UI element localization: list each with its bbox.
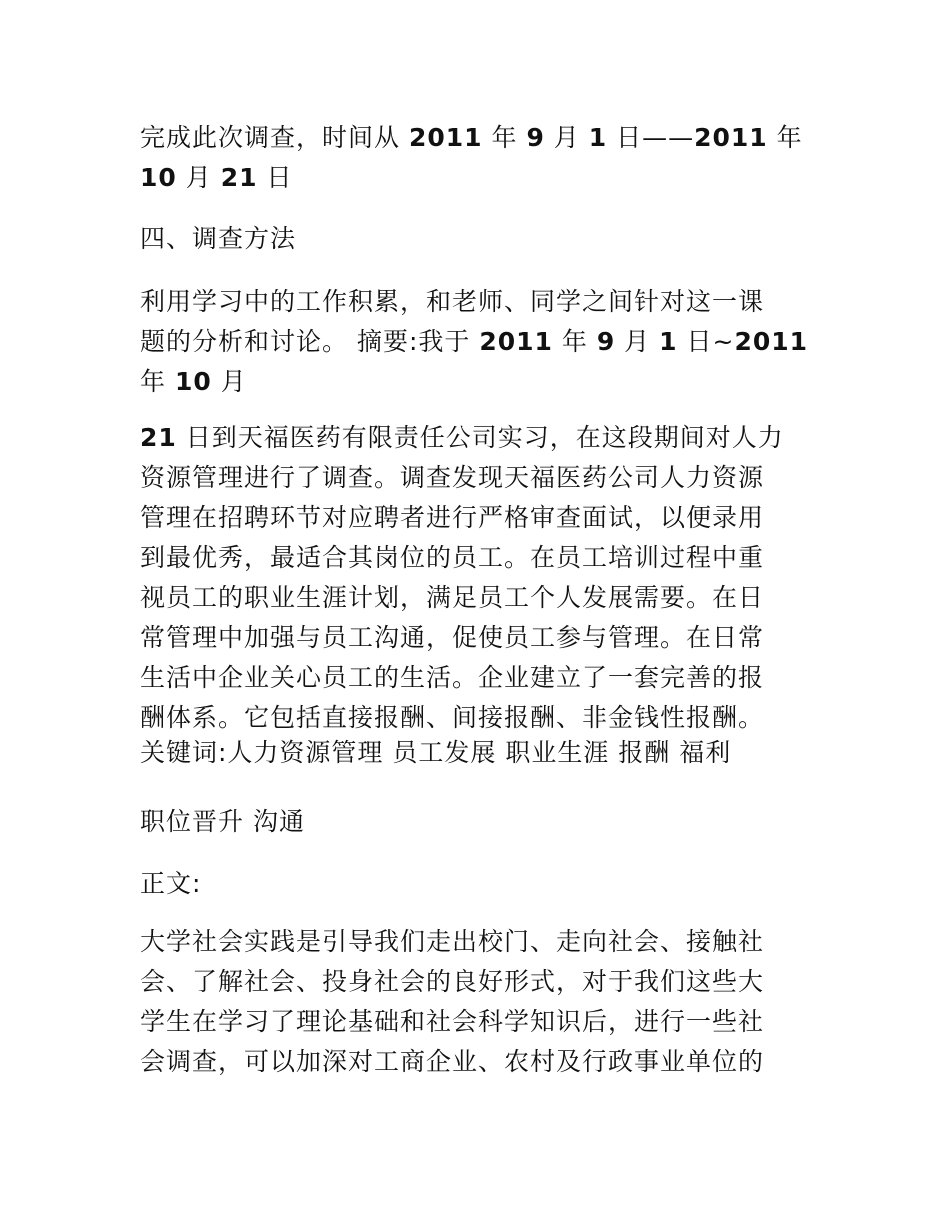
text-line: 酬体系。它包括直接报酬、间接报酬、非金钱性报酬。 <box>140 703 765 732</box>
text-line: 资源管理进行了调查。调查发现天福医药公司人力资源 <box>140 463 765 492</box>
text-line: 学生在学习了理论基础和社会科学知识后，进行一些社 <box>140 1007 765 1036</box>
text-line: 到最优秀，最适合其岗位的员工。在员工培训过程中重 <box>140 543 765 572</box>
text-line: 视员工的职业生涯计划，满足员工个人发展需要。在日 <box>140 583 765 612</box>
text-line: 21 日到天福医药有限责任公司实习，在这段期间对人力 <box>140 423 784 452</box>
text-line: 会、了解社会、投身社会的良好形式，对于我们这些大 <box>140 967 765 996</box>
text-line: 完成此次调查，时间从 2011 年 9 月 1 日——2011 年 <box>140 123 803 152</box>
main-text-label: 正文: <box>140 869 202 898</box>
text-line: 常管理中加强与员工沟通，促使员工参与管理。在日常 <box>140 623 765 652</box>
keywords-line: 关键词:人力资源管理 员工发展 职业生涯 报酬 福利 <box>140 738 732 767</box>
text-line: 题的分析和讨论。 摘要:我于 2011 年 9 月 1 日~2011 <box>140 327 809 356</box>
text-line: 管理在招聘环节对应聘者进行严格审查面试，以便录用 <box>140 503 765 532</box>
paragraph-abstract-body <box>140 418 820 768</box>
paragraph-survey-period <box>140 118 820 198</box>
text-line: 利用学习中的工作积累，和老师、同学之间针对这一课 <box>140 287 765 316</box>
text-line: 10 月 21 日 <box>140 163 293 192</box>
paragraph-method-abstract <box>140 282 820 402</box>
text-line: 大学社会实践是引导我们走出校门、走向社会、接触社 <box>140 927 765 956</box>
paragraph-keywords-continued: 职位晋升 沟通 <box>140 807 305 836</box>
paragraph-main-text <box>140 922 820 1082</box>
text-line: 年 10 月 <box>140 367 247 396</box>
section-heading-survey-method: 四、调查方法 <box>140 224 297 253</box>
text-line: 会调查，可以加深对工商企业、农村及行政事业单位的 <box>140 1047 765 1076</box>
text-line: 生活中企业关心员工的生活。企业建立了一套完善的报 <box>140 663 765 692</box>
